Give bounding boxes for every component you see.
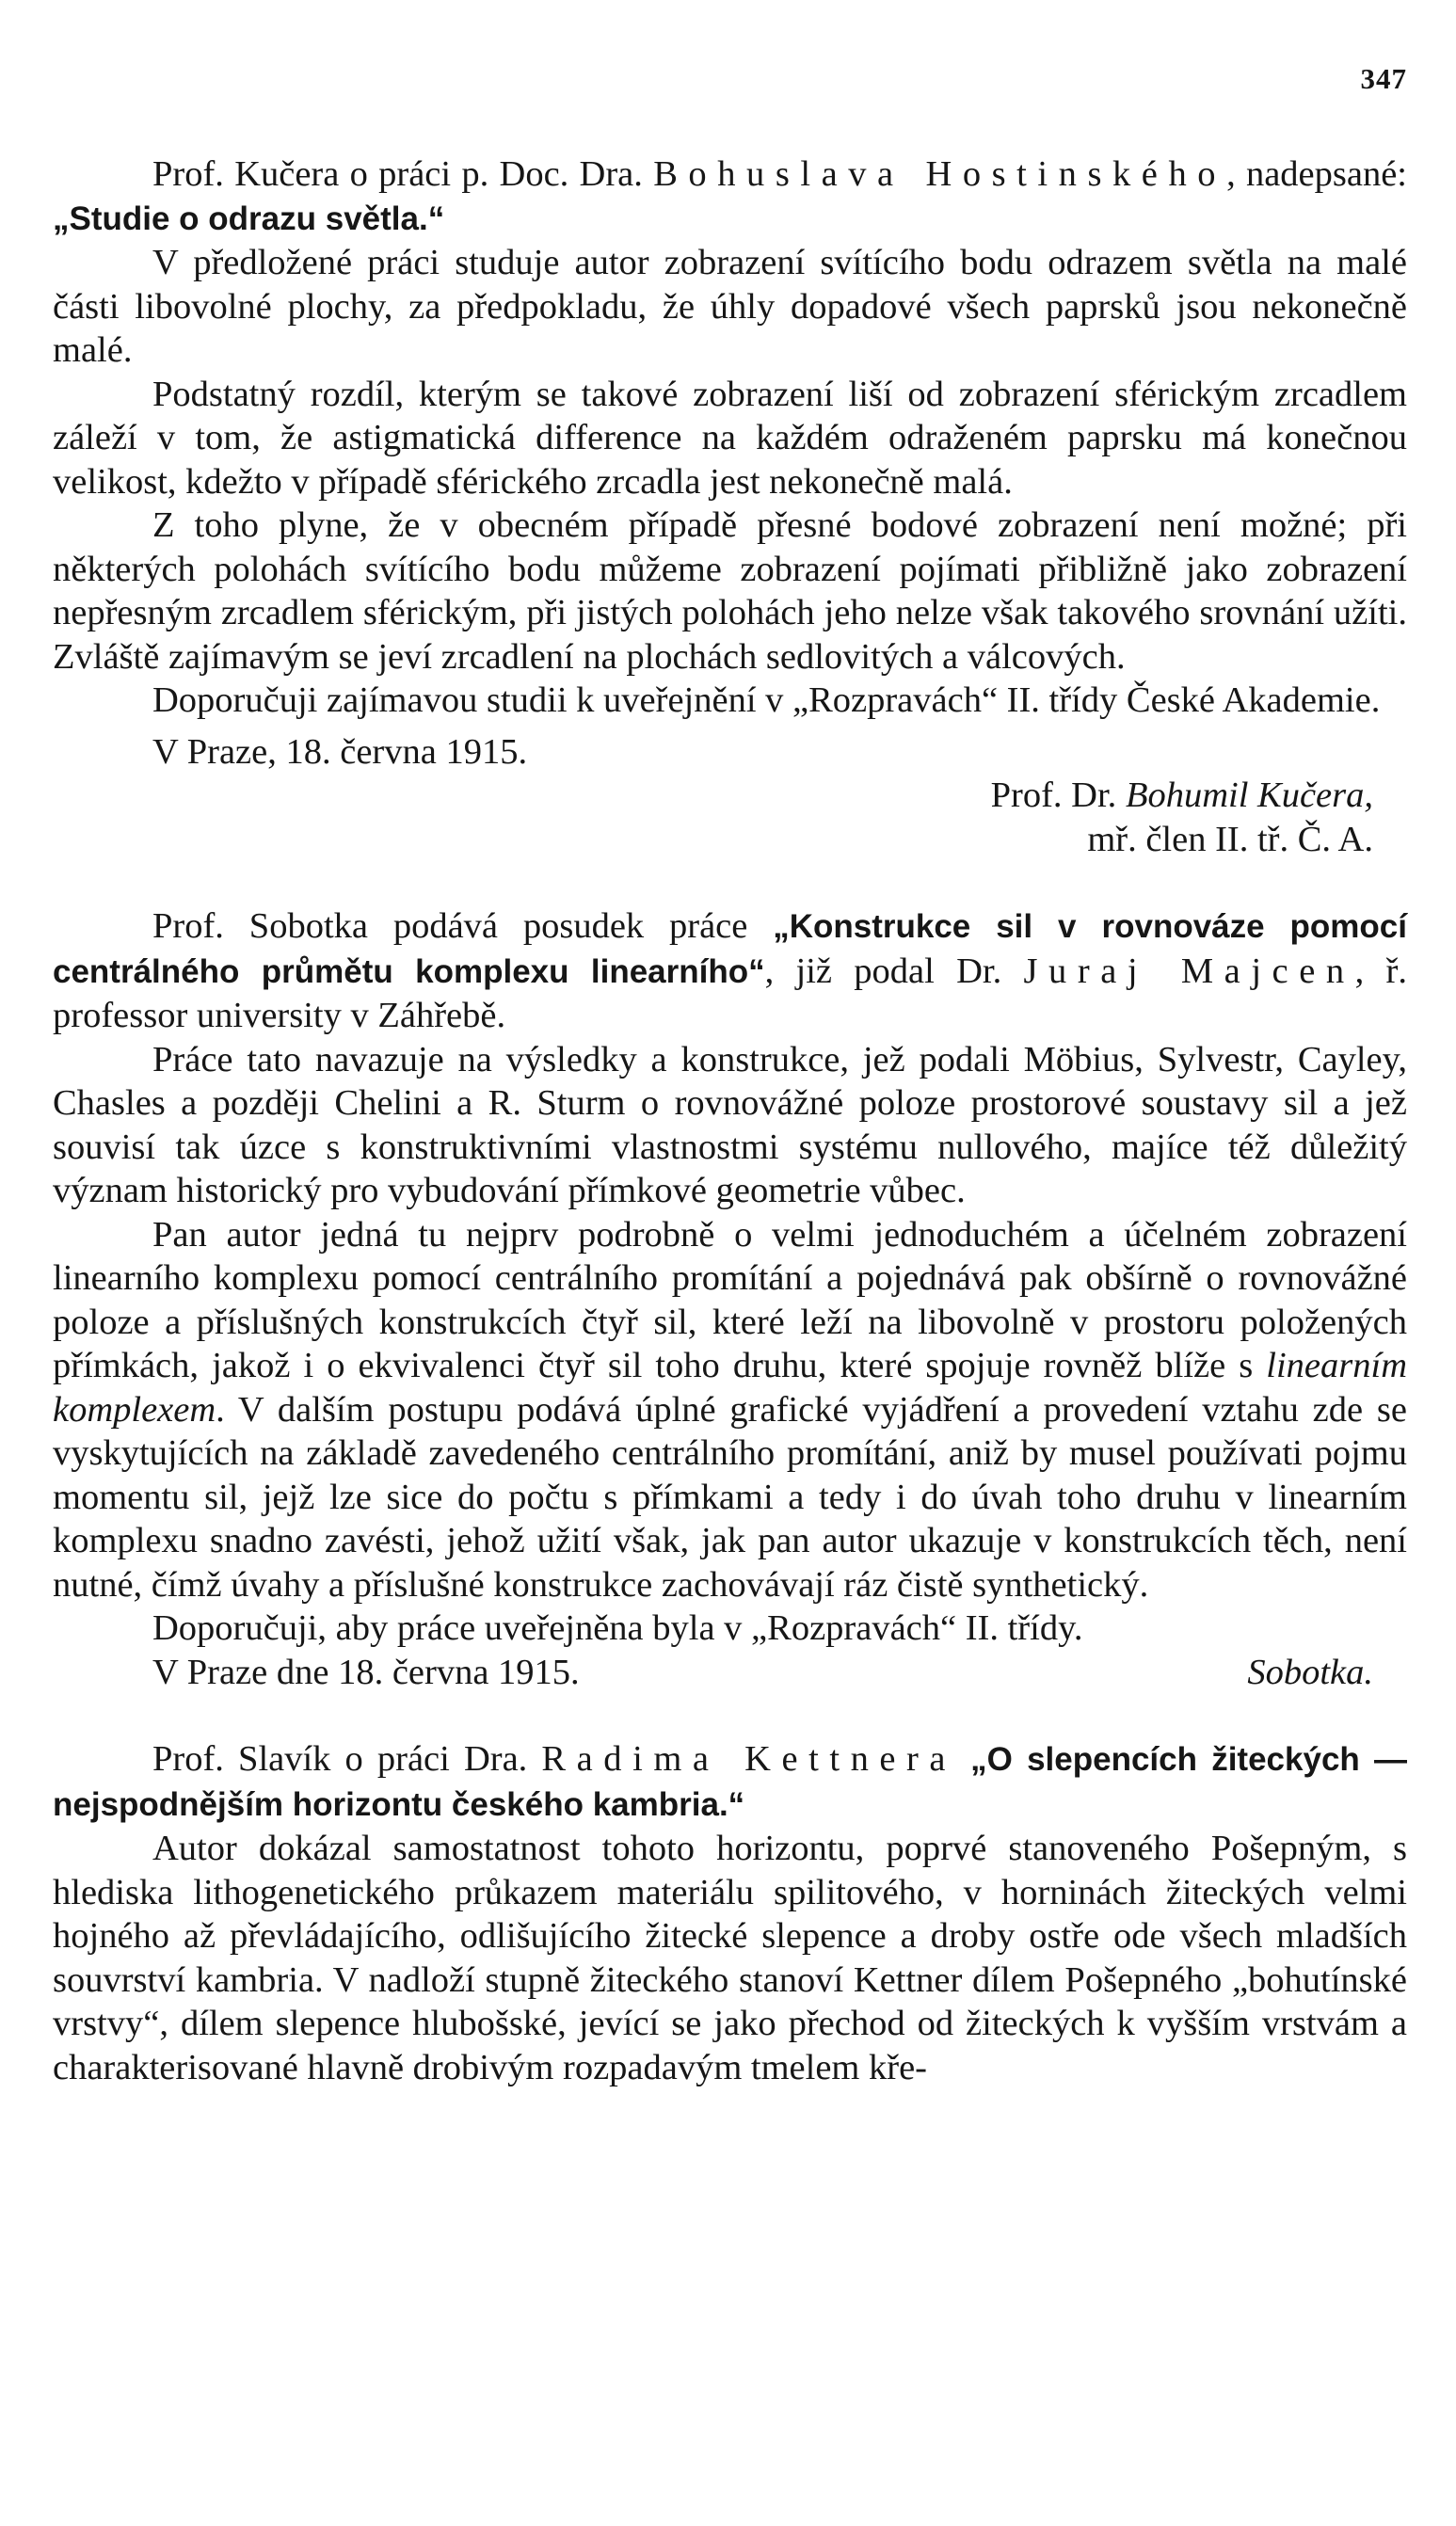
section2-date-line: V Praze dne 18. června 1915. Sobotka.: [53, 1651, 1407, 1695]
author-name: Bohuslava Hostinského: [653, 154, 1227, 194]
section2-paragraph-3: Pan autor jedná tu nejprv podrobně o velmi jednoduchém a účelném zobrazení linearního komplexu pomocí centrálního promítání a pojednává pak obšírně o rovnovážné poloze a příslušných konstrukcích čtyř sil, které leží na libovolně v prostoru položených přímkách, jakož i o ekvivalenci čtyř sil toho druhu, které spojuje rovněž blíže s linearním komplexem. V dalším postupu podává úplné grafické vyjádření a provedení vztahu zde se vyskytujících na základě zavedeného centrálního promítání, aniž by musel používati pojmu momentu sil, jejž lze sice do počtu s přímkami a tedy i do úvah toho druhu v linearním komplexu snadno zavésti, jehož užití však, jak pan autor ukazuje v konstrukcích těch, není nutné, čímž úvahy a příslušné konstrukce zachovávají ráz čistě synthetický.: [53, 1214, 1407, 1605]
work-title: „Konstrukce sil v rovnováze pomocí centrálného průmětu komplexu linearního“: [53, 908, 1407, 990]
section2-heading-paragraph: Prof. Sobotka podává posudek práce „Konstrukce sil v rovnováze pomocí centrálného průmětu komplexu linearního“, již podal Dr. Juraj Majcen, ř. professor university v Záhřebě.: [53, 906, 1407, 1035]
section1-signature-title: mř. člen II. tř. Č. A.: [1087, 819, 1373, 859]
section2-paragraph-2: Práce tato navazuje na výsledky a konstrukce, jež podali Möbius, Sylvestr, Cayley, Chasles a později Chelini a R. Sturm o rovnovážné poloze prostorové soustavy sil a jež souvisí tak úzce s konstruktivními vlastnostmi systému nullového, majíce též důležitý význam historický pro vybudování přímkové geometrie vůbec.: [53, 1039, 1407, 1210]
section2-paragraph-4: Doporučuji, aby práce uveřejněna byla v „Rozpravách“ II. třídy.: [152, 1608, 1083, 1648]
section1-paragraph-4: Z toho plyne, že v obecném případě přesné bodové zobrazení není možné; při některých polohách svítícího bodu můžeme zobrazení pojímati přibližně jako zobrazení nepřesným zrcadlem sférickým, při jistých polohách jeho nelze však takového srovnání užíti. Zvláště zajímavým se jeví zrcadlení na plochách sedlovitých a válcových.: [53, 505, 1407, 677]
author-name: Radima Kettnera: [541, 1739, 957, 1779]
document-body: [53, 152, 1407, 2089]
section1-heading-paragraph: Prof. Kučera o práci p. Doc. Dra. Bohuslava Hostinského, nadepsané: „Studie o odrazu světla.“: [53, 154, 1407, 237]
section3-paragraph-2: Autor dokázal samostatnost tohoto horizontu, poprvé stanoveného Pošepným, s hlediska lithogenetického průkazem materiálu spilitového, v horninách žiteckých velmi hojného až převládajícího, odlišujícího žitecké slepence a droby ostře ode všech mladších souvrství kambria. V nadloží stupně žiteckého stanoví Kettner dílem Pošepného „bohutínské vrstvy“, dílem slepence hlubošské, jevící se jako přechod od žiteckých k vyšším vrstvám a charakterisované hlavně drobivým rozpadavým tmelem kře-: [53, 1829, 1407, 2087]
section1-date: V Praze, 18. června 1915.: [152, 731, 528, 772]
section1-paragraph-2: V předložené práci studuje autor zobrazení svítícího bodu odrazem světla na malé části libovolné plochy, za předpokladu, že úhly dopadové všech paprsků jsou nekonečně malé.: [53, 243, 1407, 370]
section1-paragraph-3: Podstatný rozdíl, kterým se takové zobrazení liší od zobrazení sférickým zrcadlem záleží v tom, že astigmatická difference na každém odraženém paprsku má konečnou velikost, kdežto v případě sférického zrcadla jest nekonečně malá.: [53, 374, 1407, 502]
page-number: 347: [1360, 62, 1407, 95]
section3-heading-paragraph: Prof. Slavík o práci Dra. Radima Kettnera „O slepencích žiteckých — nejspodnějším horizontu českého kambria.“: [53, 1739, 1407, 1823]
section1-paragraph-5: Doporučuji zajímavou studii k uveřejnění v „Rozpravách“ II. třídy České Akademie.: [152, 680, 1381, 720]
signature-name: Bohumil Kučera,: [1125, 775, 1373, 815]
section2-signature: Sobotka.: [1247, 1652, 1373, 1692]
section1-signature: Prof. Dr. Bohumil Kučera,: [990, 775, 1373, 815]
work-title: „O slepencích žiteckých — nejspodnějším horizontu českého kambria.“: [53, 1741, 1407, 1823]
work-title: „Studie o odrazu světla.“: [53, 200, 445, 237]
author-name: Juraj Majcen: [1023, 951, 1355, 991]
